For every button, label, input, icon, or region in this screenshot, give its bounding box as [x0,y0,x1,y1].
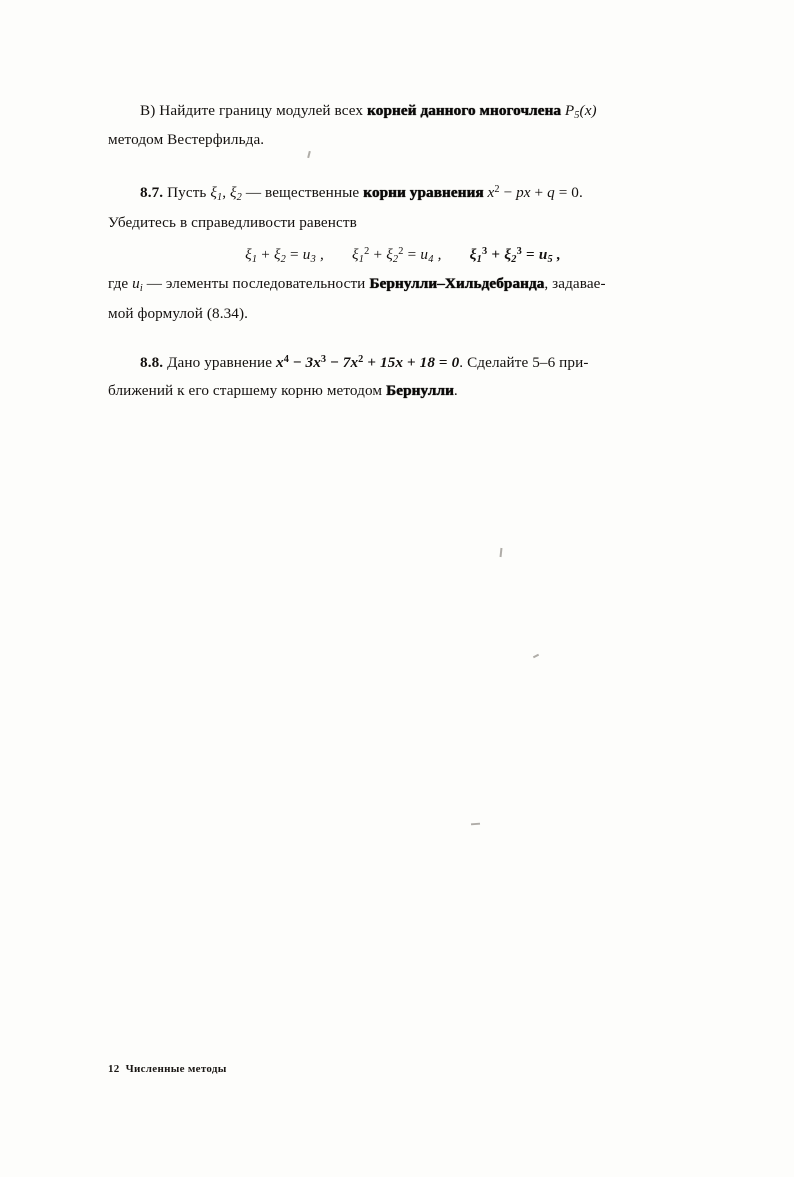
task-8-8-equation: $x^4 - 3x^3 - 7x^2 + 15x + 18 = 0$ [275,353,460,371]
task-b-polynomial: $P_5(x)$ [561,102,597,121]
task-b-text-start: В) Найдите границу модулей всех [140,102,367,119]
paragraph-task-8-7-line4 [108,303,698,326]
task-8-7-where: где [108,275,129,293]
task-8-7-seq-name: Бернулли–Хильдебранда [369,275,545,293]
formula-3: $\xi_1^3 + \xi_2^3 = u_5$ , [469,246,561,266]
task-b-method: методом Вестерфильда. [108,131,265,149]
task-8-7-var1: $\xi_1$ [210,184,223,204]
formula-row-bernoulli [108,246,698,265]
paragraph-task-8-7: 8.7. Пусть $\xi_1$, $\xi_2$ — вещественные корни уравнения $x^2$ − px + q = 0. [140,184,583,204]
task-8-7-equation: $x^2$ − px + q = 0 [487,184,579,202]
task-8-7-var2: $\xi_2$ [230,184,242,204]
task-8-7-period: . [579,184,583,202]
task-8-7-emphasis: корни уравнения [363,184,484,202]
paragraph-task-8-7-line3 [108,273,698,296]
task-8-7-formula-ref: мой формулой (8.34). [108,304,249,322]
formula-1: $\xi_1 + \xi_2 = u_3$ , [245,246,324,266]
paragraph-task-b [108,100,698,123]
task-8-8-text-a: Дано уравнение [167,353,273,371]
task-8-7-ui: $u_i$ [132,275,143,295]
task-8-8-line2-start: ближений к его старшему корню методом [108,382,387,400]
paragraph-task-8-8-line2 [108,380,698,403]
task-8-7-number: 8.7. [140,184,164,202]
task-8-8-line2-end: . [453,382,458,400]
scan-artifact [471,823,480,826]
paragraph-task-8-7-line2 [108,212,698,235]
page-footer [108,1063,227,1075]
task-8-7-text-a: Пусть [167,184,207,202]
paragraph-task-b-line2 [108,129,698,152]
page-content [108,100,698,409]
task-8-7-seq-tail: , задавае- [544,275,606,293]
task-8-7-line2: Убедитесь в справедливости равенств [108,213,357,231]
scan-artifact [500,548,503,557]
task-8-8-method: Бернулли [386,382,454,400]
task-8-8-number: 8.8. [140,353,164,371]
page-number: 12 [108,1063,120,1075]
task-8-8-text-b: . Сделайте 5–6 при- [459,353,589,371]
paragraph-task-8-8 [108,352,698,375]
task-8-7-text-b: — вещественные [245,184,360,202]
footer-title: Численные методы [125,1063,227,1075]
task-b-emphasis: корней данного многочлена [367,102,561,119]
formula-2: $\xi_1^2 + \xi_2^2 = u_4$ , [351,246,442,266]
task-8-7-seq-text: — элементы последовательности [146,275,366,293]
scan-artifact [533,654,539,659]
